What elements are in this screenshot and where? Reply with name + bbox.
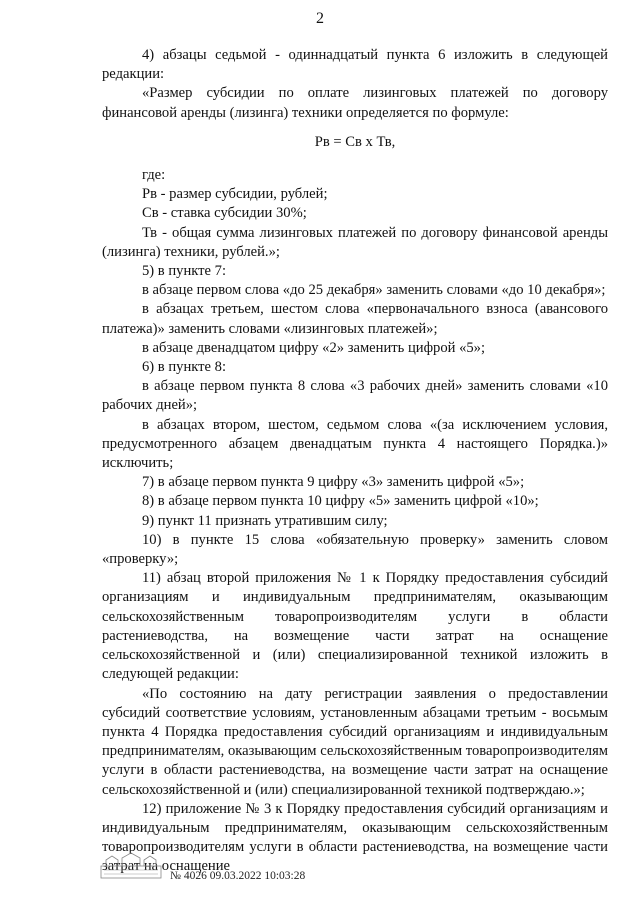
- document-body: [102, 46, 608, 877]
- page-number: 2: [316, 10, 324, 27]
- paragraph-item-11-quote: «По состоянию на дату регистрации заявления о предоставлении субсидий соответствие условиям, установленным абзацами третьим - восьмым пункта 4 Порядка предоставления субсидий организациям и индивидуальным предпринимателям, оказывающим сельскохозяйственным товаропроизводителям услуги в области растениеводства, на возмещение части затрат на оснащение сельскохозяйственной и (или) специализированной техникой подтверждаю.»;: [102, 685, 609, 798]
- definition-tv: Тв - общая сумма лизинговых платежей по договору финансовой аренды (лизинга) техники, рублей.»;: [102, 224, 608, 260]
- registration-stamp: [170, 870, 305, 882]
- paragraph-item-5-c: в абзаце двенадцатом цифру «2» заменить цифрой «5»;: [142, 339, 486, 356]
- paragraph-item-5-b: в абзацах третьем, шестом слова «первоначального взноса (авансового платежа)» заменить словами «лизинговых платежей»;: [102, 301, 608, 337]
- paragraph-item-4: 4) абзацы седьмой - одиннадцатый пункта 6 изложить в следующей редакции:: [102, 47, 608, 83]
- paragraph-where: где:: [142, 167, 166, 184]
- paragraph-item-6-a: в абзаце первом пункта 8 слова «3 рабочих дней» заменить словами «10 рабочих дней»;: [102, 378, 608, 414]
- paragraph-item-5-a: в абзаце первом слова «до 25 декабря» заменить словами «до 10 декабря»;: [142, 282, 606, 299]
- paragraph-formula-intro: «Размер субсидии по оплате лизинговых платежей по договору финансовой аренды (лизинга) техники определяется по формуле:: [102, 85, 608, 121]
- paragraph-item-11: 11) абзац второй приложения № 1 к Порядку предоставления субсидий организациям и индивидуальным предпринимателям, оказывающим сельскохозяйственным товаропроизводителям услуги в области растениеводства, на возмещение части затрат на оснащение сельскохозяйственной и (или) специализированной техникой изложить в следующей редакции:: [102, 570, 608, 683]
- definition-sv: Св - ставка субсидии 30%;: [142, 205, 307, 222]
- registry-stamp-icon: [100, 852, 162, 882]
- paragraph-item-8: 8) в абзаце первом пункта 10 цифру «5» заменить цифрой «10»;: [142, 493, 539, 510]
- paragraph-item-6: 6) в пункте 8:: [142, 359, 227, 376]
- formula: Рв = Св х Тв,: [314, 133, 396, 150]
- paragraph-item-7: 7) в абзаце первом пункта 9 цифру «3» заменить цифрой «5»;: [142, 474, 525, 491]
- paragraph-item-10: 10) в пункте 15 слова «обязательную проверку» заменить словом «проверку»;: [102, 531, 608, 568]
- paragraph-item-12: 12) приложение № 3 к Порядку предоставления субсидий организациям и индивидуальным предпринимателям, оказывающим сельскохозяйственным товаропроизводителям услуги в области растениеводства, на возмещение части затрат на оснащение: [102, 800, 608, 875]
- paragraph-item-6-b: в абзацах втором, шестом, седьмом слова «(за исключением условия, предусмотренного абзацем двенадцатым пункта 4 настоящего Порядка.)» исключить;: [102, 416, 608, 472]
- document-footer: [100, 852, 360, 892]
- definition-pv: Рв - размер субсидии, рублей;: [142, 186, 328, 203]
- paragraph-item-5: 5) в пункте 7:: [142, 263, 227, 280]
- registration-number: № 4026 09.03.2022 10:03:28: [170, 870, 306, 882]
- paragraph-item-9: 9) пункт 11 признать утратившим силу;: [142, 512, 388, 529]
